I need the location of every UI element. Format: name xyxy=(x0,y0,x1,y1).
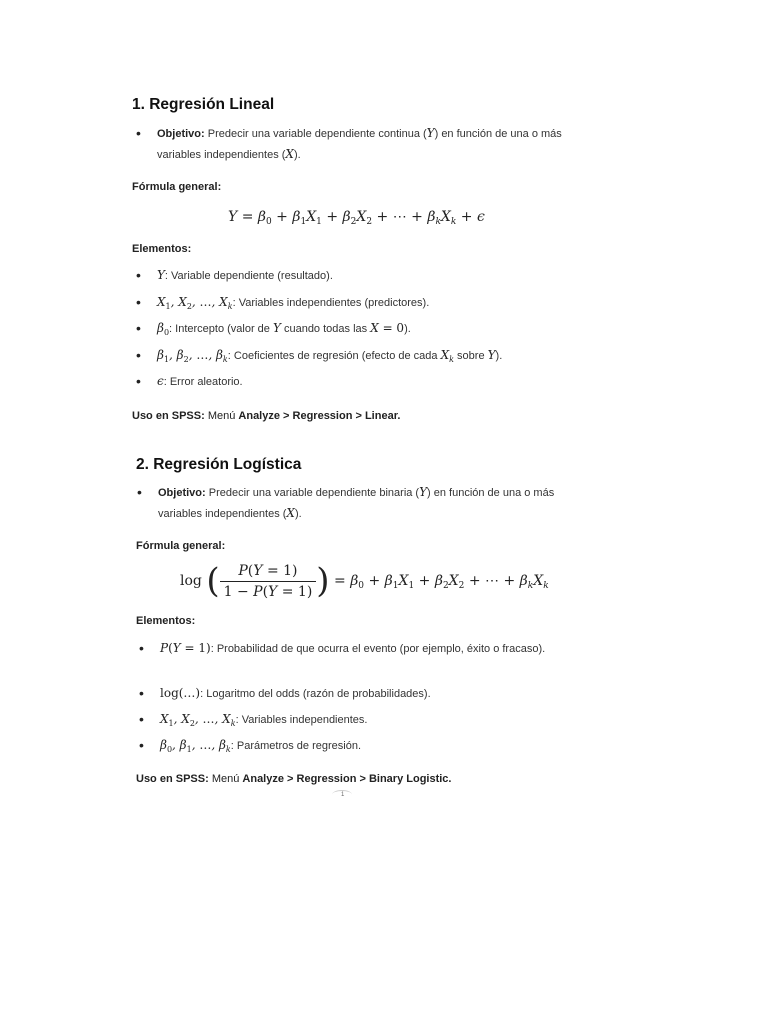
element-item: • P(Y = 1): Probabilidad de que ocurra el evento (por ejemplo, éxito o fracaso). xyxy=(139,640,546,656)
bullet-icon: • xyxy=(136,267,141,283)
objective-text: Predecir una variable dependiente continua ( xyxy=(207,128,427,140)
page-number: 1 xyxy=(341,792,345,798)
math-var: X xyxy=(286,506,295,520)
objective-text: ) en función de una o más variables independientes ( xyxy=(158,487,555,520)
bullet-icon: • xyxy=(136,320,141,336)
element-item: • log(…): Logaritmo del odds (razón de probabilidades). xyxy=(139,685,431,701)
bullet-icon: • xyxy=(139,685,144,701)
logistic-regression-formula: log ( $\frac{P(Y = 1)}{1 - P(Y = 1)}$ ) = $\beta_0 + \beta_1X_1 + \beta_2X_2$ + ⋯ + $\beta_kX_k$ xyxy=(180,561,549,601)
bullet-icon: • xyxy=(139,640,144,656)
objective-text: Predecir una variable dependiente binaria ( xyxy=(208,487,420,499)
bullet-icon: • xyxy=(136,347,141,363)
objective-text: ). xyxy=(293,149,301,161)
objective-text: ). xyxy=(294,508,302,520)
objective-label: Objetivo: xyxy=(158,487,206,499)
math-var: X xyxy=(285,147,294,161)
linear-regression-formula: $Y = \beta_0 + \beta_1X_1 + \beta_2X_2$ + ⋯ + $\beta_kX_k + \epsilon$ xyxy=(228,209,485,227)
element-item: • $\beta_0$, $\beta_1$, …, $\beta_k$: Parámetros de regresión. xyxy=(139,737,362,754)
element-item: • $\beta_1$, $\beta_2$, …, $\beta_k$: Coeficientes de regresión (efecto de cada $X_k$ sobre Y). xyxy=(136,347,503,364)
page-number-marker xyxy=(332,790,352,799)
formula-label: Fórmula general: xyxy=(136,540,226,552)
math-var: Y xyxy=(426,126,435,140)
bullet-icon: • xyxy=(136,373,141,389)
element-item: • $\beta_0$: Intercepto (valor de Y cuando todas las X = 0). xyxy=(136,320,411,337)
bullet-icon: • xyxy=(137,484,142,500)
bullet-icon: • xyxy=(139,711,144,727)
objective-item xyxy=(137,482,578,524)
elements-label: Elementos: xyxy=(132,243,192,255)
element-item: • $X_1$, $X_2$, …, $X_k$: Variables independientes. xyxy=(139,711,368,728)
formula-label: Fórmula general: xyxy=(132,181,222,193)
math-var: Y xyxy=(419,485,428,499)
elements-label: Elementos: xyxy=(136,615,196,627)
bullet-icon: • xyxy=(136,125,141,141)
objective-text: ) en función de una o más variables independientes ( xyxy=(157,128,562,161)
bullet-icon: • xyxy=(136,294,141,310)
section-title: 2. Regresión Logística xyxy=(136,456,302,473)
objective-item xyxy=(136,123,597,165)
spss-usage: Uso en SPSS: Menú Analyze > Regression > Linear. xyxy=(132,410,401,422)
element-item: • $X_1$, $X_2$, …, $X_k$: Variables independientes (predictores). xyxy=(136,294,430,311)
bullet-icon: • xyxy=(139,737,144,753)
element-item: • ϵ: Error aleatorio. xyxy=(136,373,243,389)
spss-usage: Uso en SPSS: Menú Analyze > Regression > Binary Logistic. xyxy=(136,773,452,785)
element-item: • Y: Variable dependiente (resultado). xyxy=(136,267,333,283)
section-title: 1. Regresión Lineal xyxy=(132,96,275,113)
objective-label: Objetivo: xyxy=(157,128,205,140)
